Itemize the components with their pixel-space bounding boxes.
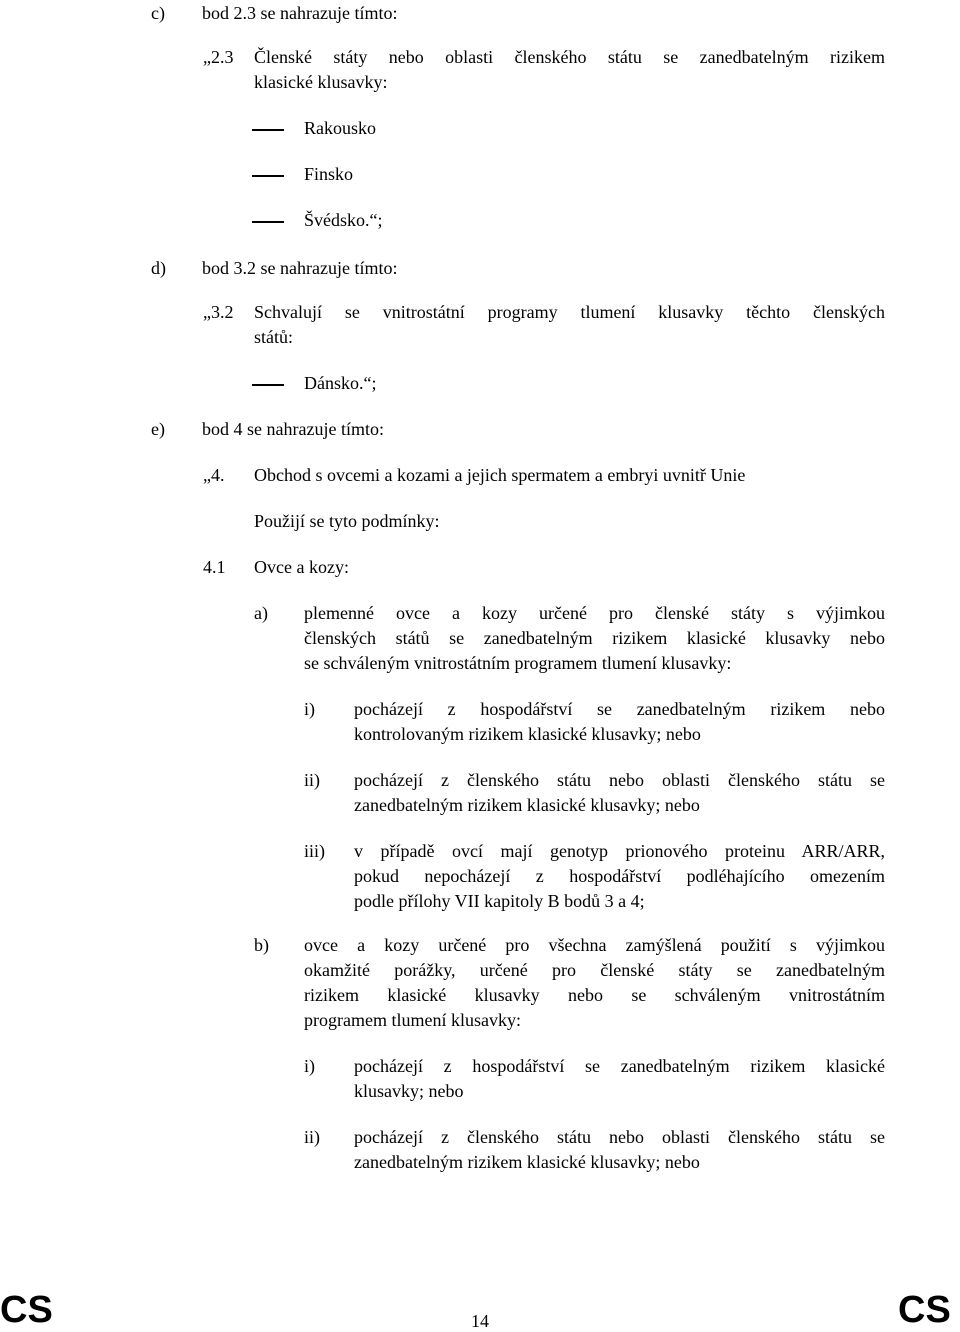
item-label-d: d): [151, 258, 166, 278]
list-dash: [252, 175, 284, 177]
subitem-b-line-3: rizikem klasické klusavky nebo se schváleným vnitrostátním: [304, 985, 885, 1005]
roman-label-b-ii: ii): [304, 1127, 320, 1147]
subitem-label-b: b): [254, 935, 269, 955]
subitem-b-line-1: ovce a kozy určené pro všechna zamýšlená použití s výjimkou: [304, 935, 885, 955]
roman-a-i-line-1: pocházejí z hospodářství se zanedbatelným rizikem nebo: [354, 699, 885, 719]
item-text-e: bod 4 se nahrazuje tímto:: [202, 419, 384, 439]
roman-b-ii-line-2: zanedbatelným rizikem klasické klusavky; nebo: [354, 1152, 700, 1172]
roman-b-i-line-2: klusavky; nebo: [354, 1081, 464, 1101]
point-4-subtitle: Použijí se tyto podmínky:: [254, 511, 440, 531]
subitem-label-a: a): [254, 603, 268, 623]
roman-b-i-line-1: pocházejí z hospodářství se zanedbatelným rizikem klasické: [354, 1056, 885, 1076]
list-dash: [252, 384, 284, 386]
roman-label-b-i: i): [304, 1056, 315, 1076]
point-3-2-line-2: států:: [254, 327, 293, 347]
roman-a-iii-line-1: v případě ovcí mají genotyp prionového proteinu ARR/ARR,: [354, 841, 885, 861]
list-item-finsko: Finsko: [304, 164, 354, 184]
roman-a-i-line-2: kontrolovaným rizikem klasické klusavky; nebo: [354, 724, 701, 744]
roman-label-a-ii: ii): [304, 770, 320, 790]
item-text-c: bod 2.3 se nahrazuje tímto:: [202, 3, 398, 23]
subitem-a-line-2: členských států se zanedbatelným rizikem klasické klusavky nebo: [304, 628, 885, 648]
point-number-4-1: 4.1: [203, 557, 226, 577]
roman-label-a-i: i): [304, 699, 315, 719]
list-dash: [252, 221, 284, 223]
page-number: 14: [471, 1311, 489, 1331]
roman-label-a-iii: iii): [304, 841, 325, 861]
roman-b-ii-line-1: pocházejí z členského státu nebo oblasti členského státu se: [354, 1127, 885, 1147]
list-item-svedsko: Švédsko.“;: [304, 210, 383, 230]
footer-language-right: CS: [898, 1289, 951, 1331]
list-dash: [252, 129, 284, 131]
subitem-a-line-3: se schváleným vnitrostátním programem tlumení klusavky:: [304, 653, 732, 673]
point-number-4: „4.: [203, 465, 225, 485]
roman-a-iii-line-2: pokud nepocházejí z hospodářství podléhajícího omezením: [354, 866, 885, 886]
list-item-dansko: Dánsko.“;: [304, 373, 377, 393]
point-number-2-3: „2.3: [203, 47, 234, 67]
point-2-3-line-2: klasické klusavky:: [254, 72, 388, 92]
roman-a-iii-line-3: podle přílohy VII kapitoly B bodů 3 a 4;: [354, 891, 645, 911]
roman-a-ii-line-2: zanedbatelným rizikem klasické klusavky; nebo: [354, 795, 700, 815]
roman-a-ii-line-1: pocházejí z členského státu nebo oblasti členského státu se: [354, 770, 885, 790]
item-label-c: c): [151, 3, 165, 23]
point-2-3-line-1: Členské státy nebo oblasti členského státu se zanedbatelným rizikem: [254, 47, 885, 67]
subitem-b-line-2: okamžité porážky, určené pro členské státy se zanedbatelným: [304, 960, 885, 980]
point-4-1-title: Ovce a kozy:: [254, 557, 349, 577]
point-3-2-line-1: Schvalují se vnitrostátní programy tlumení klusavky těchto členských: [254, 302, 885, 322]
footer-language-left: CS: [0, 1289, 53, 1331]
point-4-title: Obchod s ovcemi a kozami a jejich spermatem a embryi uvnitř Unie: [254, 465, 746, 485]
subitem-b-line-4: programem tlumení klusavky:: [304, 1010, 521, 1030]
point-number-3-2: „3.2: [203, 302, 234, 322]
item-label-e: e): [151, 419, 165, 439]
subitem-a-line-1: plemenné ovce a kozy určené pro členské státy s výjimkou: [304, 603, 885, 623]
list-item-rakousko: Rakousko: [304, 118, 376, 138]
item-text-d: bod 3.2 se nahrazuje tímto:: [202, 258, 398, 278]
